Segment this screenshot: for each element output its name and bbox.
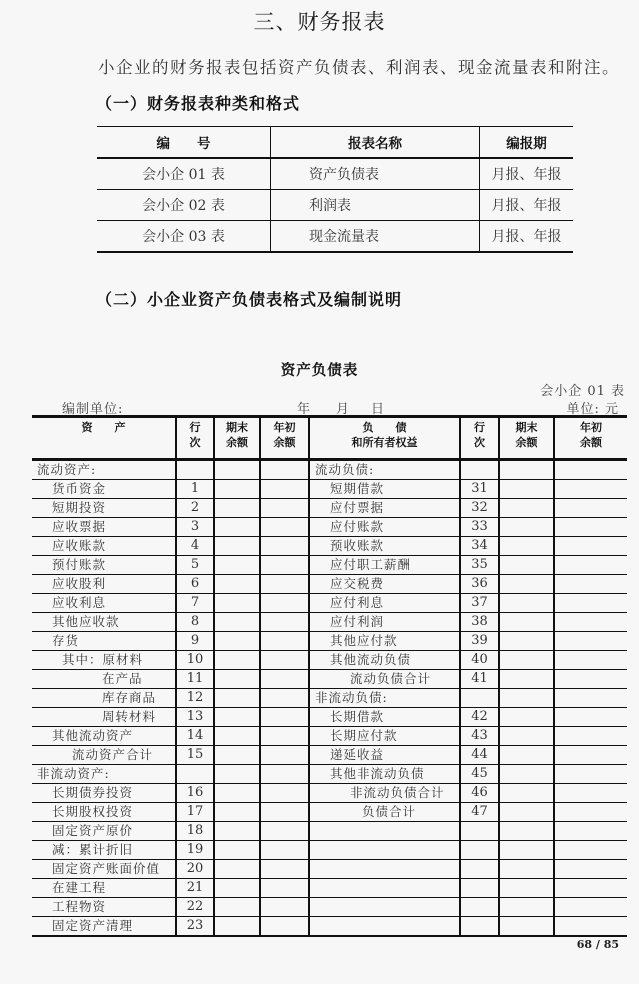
asset-begin-balance (260, 898, 309, 917)
liability-item: 非流动负债合计 (309, 784, 460, 803)
liability-end-balance (499, 575, 554, 594)
liability-item (309, 917, 460, 937)
liability-line-no: 46 (460, 784, 499, 803)
table-row (32, 746, 627, 765)
liability-end-balance (499, 803, 554, 822)
asset-end-balance (214, 822, 260, 841)
liability-item (309, 898, 460, 917)
asset-begin-balance (260, 632, 309, 651)
table-row (32, 841, 627, 860)
table-row (32, 556, 627, 575)
asset-end-balance (214, 708, 260, 727)
asset-item: 固定资产清理 (52, 918, 134, 933)
asset-line-no: 4 (176, 537, 214, 556)
header-report-name: 报表名称 (271, 127, 480, 159)
liability-line-no: 47 (460, 803, 499, 822)
asset-end-balance (214, 518, 260, 537)
liability-item: 预收账款 (309, 537, 460, 556)
table-row (32, 784, 627, 803)
balance-sheet-title: 资产负债表 (280, 363, 359, 379)
asset-end-balance (214, 765, 260, 784)
liability-end-balance (499, 746, 554, 765)
asset-item: 在产品 (102, 671, 143, 686)
liability-line-no: 40 (460, 651, 499, 670)
table-row (32, 822, 627, 841)
liability-line-no: 39 (460, 632, 499, 651)
asset-line-no: 3 (176, 518, 214, 537)
header-begin-balance: 年初 余额 (260, 417, 309, 460)
table-row (97, 158, 573, 190)
liability-begin-balance (554, 537, 627, 556)
asset-line-no: 5 (176, 556, 214, 575)
table-row (32, 860, 627, 879)
section-heading-report-types: （一）财务报表种类和格式 (96, 94, 301, 113)
asset-end-balance (214, 689, 260, 708)
cell-code: 会小企 03 表 (142, 229, 225, 245)
liability-item: 长期借款 (309, 708, 460, 727)
asset-begin-balance (260, 670, 309, 689)
cell-code: 会小企 01 表 (142, 167, 225, 183)
liability-line-no (460, 860, 499, 879)
liability-begin-balance (554, 632, 627, 651)
asset-item: 在建工程 (52, 880, 107, 895)
liability-line-no: 37 (460, 594, 499, 613)
liability-end-balance (499, 879, 554, 898)
asset-begin-balance (260, 518, 309, 537)
asset-item: 固定资产原价 (52, 823, 134, 838)
asset-end-balance (214, 803, 260, 822)
asset-item: 非流动资产: (37, 766, 110, 781)
liability-begin-balance (554, 499, 627, 518)
asset-end-balance (214, 879, 260, 898)
liability-begin-balance (554, 803, 627, 822)
asset-begin-balance (260, 803, 309, 822)
intro-paragraph: 小企业的财务报表包括资产负债表、利润表、现金流量表和附注。 (98, 58, 620, 77)
liability-end-balance (499, 841, 554, 860)
asset-begin-balance (260, 499, 309, 518)
header-end-balance: 期末 余额 (499, 417, 554, 460)
asset-begin-balance (260, 746, 309, 765)
liability-end-balance (499, 860, 554, 879)
asset-line-no: 18 (176, 822, 214, 841)
liability-end-balance (499, 727, 554, 746)
page-title: 三、财务报表 (253, 10, 386, 34)
liability-end-balance (499, 670, 554, 689)
liability-begin-balance (554, 613, 627, 632)
asset-line-no: 6 (176, 575, 214, 594)
table-row (32, 575, 627, 594)
liability-begin-balance (554, 898, 627, 917)
balance-sheet-table (32, 415, 627, 937)
asset-line-no (176, 460, 214, 480)
report-types-table (97, 126, 573, 253)
asset-end-balance (214, 860, 260, 879)
asset-begin-balance (260, 537, 309, 556)
liability-line-no: 38 (460, 613, 499, 632)
page-number: 68 / 85 (576, 938, 619, 951)
asset-item: 工程物资 (52, 899, 107, 914)
asset-begin-balance (260, 765, 309, 784)
asset-begin-balance (260, 460, 309, 480)
table-row (32, 518, 627, 537)
cell-period: 月报、年报 (480, 190, 574, 221)
liability-item: 短期借款 (309, 480, 460, 499)
cell-report-name: 资产负债表 (271, 158, 480, 190)
liability-line-no: 35 (460, 556, 499, 575)
liability-begin-balance (554, 556, 627, 575)
liability-begin-balance (554, 670, 627, 689)
asset-end-balance (214, 499, 260, 518)
liability-item: 非流动负债: (309, 689, 460, 708)
unit-label: 单位: 元 (566, 402, 619, 417)
liability-item: 应付票据 (309, 499, 460, 518)
asset-item: 应收股利 (52, 576, 107, 591)
liability-begin-balance (554, 784, 627, 803)
asset-end-balance (214, 917, 260, 937)
liability-end-balance (499, 917, 554, 937)
table-row (32, 632, 627, 651)
table-row (32, 898, 627, 917)
cell-period: 月报、年报 (480, 158, 574, 190)
asset-item: 长期债券投资 (52, 785, 134, 800)
table-row (32, 460, 627, 480)
asset-item: 周转材料 (102, 709, 157, 724)
asset-line-no: 22 (176, 898, 214, 917)
liability-item (309, 879, 460, 898)
liability-item: 应付利息 (309, 594, 460, 613)
asset-item: 流动资产合计 (72, 747, 154, 762)
asset-item: 减：累计折旧 (52, 842, 134, 857)
asset-item: 存货 (52, 633, 80, 648)
header-code: 编 号 (156, 136, 211, 152)
liability-item: 其他应付款 (309, 632, 460, 651)
header-assets: 资 产 (81, 421, 126, 434)
table-row (32, 613, 627, 632)
liability-end-balance (499, 499, 554, 518)
asset-end-balance (214, 460, 260, 480)
liability-item: 长期应付款 (309, 727, 460, 746)
asset-end-balance (214, 613, 260, 632)
header-line-no: 行 次 (176, 417, 214, 460)
table-row (32, 727, 627, 746)
asset-item: 应收账款 (52, 538, 107, 553)
month-label: 月 (336, 402, 350, 417)
liability-line-no (460, 898, 499, 917)
liability-line-no: 34 (460, 537, 499, 556)
liability-begin-balance (554, 518, 627, 537)
table-row (32, 689, 627, 708)
year-label: 年 (297, 402, 311, 417)
asset-begin-balance (260, 689, 309, 708)
liability-end-balance (499, 613, 554, 632)
liability-end-balance (499, 556, 554, 575)
table-row (32, 670, 627, 689)
table-row (32, 537, 627, 556)
table-row (32, 499, 627, 518)
header-period: 编报期 (480, 127, 574, 159)
table-row (32, 708, 627, 727)
asset-end-balance (214, 594, 260, 613)
asset-begin-balance (260, 841, 309, 860)
header-line-no: 行 次 (460, 417, 499, 460)
liability-line-no: 32 (460, 499, 499, 518)
asset-line-no: 21 (176, 879, 214, 898)
asset-item: 库存商品 (102, 690, 157, 705)
liability-begin-balance (554, 746, 627, 765)
section-heading-balance-sheet: （二）小企业资产负债表格式及编制说明 (96, 290, 403, 309)
liability-begin-balance (554, 917, 627, 937)
liability-item: 应付账款 (309, 518, 460, 537)
liability-begin-balance (554, 841, 627, 860)
asset-item: 预付账款 (52, 557, 107, 572)
header-end-balance: 期末 余额 (214, 417, 260, 460)
liability-begin-balance (554, 460, 627, 480)
liability-item: 其他流动负债 (309, 651, 460, 670)
table-header-row (97, 127, 573, 159)
liability-end-balance (499, 651, 554, 670)
liability-item: 应付利润 (309, 613, 460, 632)
asset-end-balance (214, 670, 260, 689)
table-row (32, 480, 627, 499)
table-row (32, 803, 627, 822)
liability-item: 其他非流动负债 (309, 765, 460, 784)
asset-line-no: 15 (176, 746, 214, 765)
liability-end-balance (499, 594, 554, 613)
liability-item: 负债合计 (309, 803, 460, 822)
liability-begin-balance (554, 594, 627, 613)
liability-end-balance (499, 898, 554, 917)
asset-end-balance (214, 841, 260, 860)
cell-code: 会小企 02 表 (142, 198, 225, 214)
table-row (32, 594, 627, 613)
asset-line-no: 19 (176, 841, 214, 860)
liability-item: 应付职工薪酬 (309, 556, 460, 575)
liability-item: 流动负债合计 (309, 670, 460, 689)
asset-begin-balance (260, 575, 309, 594)
asset-line-no: 12 (176, 689, 214, 708)
liability-end-balance (499, 460, 554, 480)
asset-item: 其他应收款 (52, 614, 120, 629)
liability-begin-balance (554, 480, 627, 499)
asset-line-no: 14 (176, 727, 214, 746)
asset-line-no (176, 765, 214, 784)
liability-item: 递延收益 (309, 746, 460, 765)
cell-period: 月报、年报 (480, 221, 574, 253)
liability-line-no: 33 (460, 518, 499, 537)
liability-item: 应交税费 (309, 575, 460, 594)
asset-begin-balance (260, 879, 309, 898)
asset-line-no: 7 (176, 594, 214, 613)
table-row (32, 917, 627, 937)
asset-line-no: 1 (176, 480, 214, 499)
liability-end-balance (499, 632, 554, 651)
asset-begin-balance (260, 727, 309, 746)
asset-line-no: 9 (176, 632, 214, 651)
form-code: 会小企 01 表 (540, 384, 625, 399)
asset-begin-balance (260, 594, 309, 613)
liability-begin-balance (554, 689, 627, 708)
cell-report-name: 现金流量表 (271, 221, 480, 253)
asset-item: 其他流动资产 (52, 728, 134, 743)
asset-end-balance (214, 651, 260, 670)
day-label: 日 (371, 402, 385, 417)
liability-begin-balance (554, 651, 627, 670)
asset-end-balance (214, 898, 260, 917)
liability-line-no (460, 460, 499, 480)
asset-begin-balance (260, 917, 309, 937)
asset-item: 应收票据 (52, 519, 107, 534)
liability-end-balance (499, 765, 554, 784)
table-header-row (32, 417, 627, 460)
liability-begin-balance (554, 822, 627, 841)
asset-end-balance (214, 575, 260, 594)
liability-line-no (460, 879, 499, 898)
liability-begin-balance (554, 860, 627, 879)
preparer-label: 编制单位: (62, 402, 124, 417)
liability-line-no: 45 (460, 765, 499, 784)
liability-end-balance (499, 689, 554, 708)
liability-line-no: 43 (460, 727, 499, 746)
liability-end-balance (499, 784, 554, 803)
cell-report-name: 利润表 (271, 190, 480, 221)
asset-end-balance (214, 727, 260, 746)
liability-begin-balance (554, 575, 627, 594)
table-row (32, 765, 627, 784)
liability-end-balance (499, 537, 554, 556)
asset-end-balance (214, 746, 260, 765)
liability-line-no (460, 689, 499, 708)
asset-end-balance (214, 537, 260, 556)
table-row (32, 879, 627, 898)
asset-begin-balance (260, 784, 309, 803)
asset-line-no: 20 (176, 860, 214, 879)
asset-begin-balance (260, 708, 309, 727)
liability-item: 流动负债: (309, 460, 460, 480)
liability-line-no: 36 (460, 575, 499, 594)
asset-line-no: 23 (176, 917, 214, 937)
asset-item: 流动资产: (37, 462, 97, 477)
asset-begin-balance (260, 480, 309, 499)
asset-line-no: 11 (176, 670, 214, 689)
asset-line-no: 10 (176, 651, 214, 670)
liability-end-balance (499, 480, 554, 499)
asset-line-no: 2 (176, 499, 214, 518)
liability-line-no: 44 (460, 746, 499, 765)
table-row (97, 190, 573, 221)
liability-line-no: 41 (460, 670, 499, 689)
liability-begin-balance (554, 765, 627, 784)
asset-begin-balance (260, 556, 309, 575)
asset-begin-balance (260, 651, 309, 670)
asset-line-no: 8 (176, 613, 214, 632)
table-row (97, 221, 573, 253)
liability-item (309, 860, 460, 879)
liability-end-balance (499, 822, 554, 841)
asset-begin-balance (260, 860, 309, 879)
liability-end-balance (499, 518, 554, 537)
asset-item: 货币资金 (52, 481, 107, 496)
asset-item: 固定资产账面价值 (52, 861, 161, 876)
liability-end-balance (499, 708, 554, 727)
liability-line-no: 42 (460, 708, 499, 727)
asset-item: 短期投资 (52, 500, 107, 515)
asset-begin-balance (260, 822, 309, 841)
asset-item: 其中：原材料 (62, 652, 144, 667)
liability-begin-balance (554, 727, 627, 746)
header-begin-balance: 年初 余额 (554, 417, 627, 460)
table-row (32, 651, 627, 670)
asset-item: 长期股权投资 (52, 804, 134, 819)
liability-item (309, 841, 460, 860)
asset-end-balance (214, 556, 260, 575)
asset-end-balance (214, 480, 260, 499)
liability-line-no (460, 841, 499, 860)
asset-line-no: 13 (176, 708, 214, 727)
asset-item: 应收利息 (52, 595, 107, 610)
asset-line-no: 16 (176, 784, 214, 803)
liability-line-no (460, 822, 499, 841)
asset-begin-balance (260, 613, 309, 632)
liability-line-no (460, 917, 499, 937)
asset-line-no: 17 (176, 803, 214, 822)
asset-end-balance (214, 784, 260, 803)
asset-end-balance (214, 632, 260, 651)
liability-item (309, 822, 460, 841)
liability-begin-balance (554, 879, 627, 898)
header-liabilities-equity: 负 债 和所有者权益 (309, 417, 460, 460)
liability-line-no: 31 (460, 480, 499, 499)
liability-begin-balance (554, 708, 627, 727)
